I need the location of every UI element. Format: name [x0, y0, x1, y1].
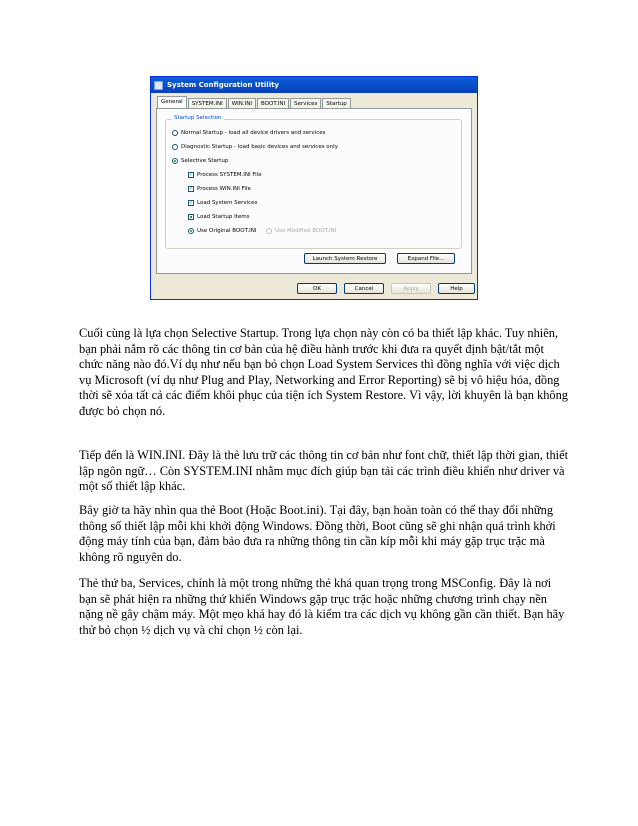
- paragraph-win-ini: Tiếp đến là WIN.INI. Đây là thẻ lưu trữ các thông tin cơ bản như font chữ, thiết lập thời gian, thiết lập ngôn ngữ… Còn SYSTEM.INI nhằm mục đích giúp bạn tải các trình điều khiển như driver và một số thiết lập khác.: [79, 448, 569, 493]
- tab-startup[interactable]: Startup: [322, 98, 350, 109]
- general-tab-panel: [156, 108, 472, 274]
- option-label: Diagnostic Startup - load basic devices and services only: [181, 144, 338, 150]
- app-icon: [154, 81, 163, 90]
- help-button[interactable]: Help: [438, 283, 475, 294]
- radio-selected-icon: [172, 158, 178, 164]
- group-label: Startup Selection: [174, 115, 222, 121]
- dialog-titlebar: [151, 77, 477, 93]
- checkbox-label: Process WIN.INI File: [197, 186, 251, 192]
- option-label: Normal Startup - load all device drivers and services: [181, 130, 326, 136]
- option-label: Selective Startup: [181, 158, 229, 164]
- diagnostic-startup-option[interactable]: [172, 144, 338, 150]
- tab-general[interactable]: General: [157, 96, 187, 109]
- checkbox-label: Load System Services: [197, 200, 258, 206]
- tab-system-ini[interactable]: SYSTEM.INI: [188, 98, 227, 109]
- option-label: Use Original BOOT.INI: [197, 228, 257, 234]
- normal-startup-option[interactable]: [172, 130, 326, 136]
- dialog-title: System Configuration Utility: [167, 81, 279, 89]
- partial-check-icon: [188, 214, 194, 220]
- checkmark-icon: ✓: [189, 200, 194, 206]
- use-original-boot-ini-option[interactable]: [188, 228, 256, 234]
- option-label: Use Modified BOOT.INI: [275, 228, 337, 234]
- radio-icon: [172, 130, 178, 136]
- paragraph-boot: Bây giờ ta hãy nhìn qua thẻ Boot (Hoặc Boot.ini). Tại đây, bạn hoàn toàn có thể thay đổi những thông số thiết lập mỗi khi khởi động Windows. Đồng thời, Boot cũng sẽ ghi nhận quá trình khởi động máy tính của bạn, đảm bảo đưa ra những thông tin cần kíp mỗi khi máy gặp trục trặc mà không rõ nguyên do.: [79, 503, 556, 564]
- startup-selection-group: [165, 115, 462, 249]
- checkmark-icon: ✓: [189, 172, 194, 178]
- radio-icon: [172, 144, 178, 150]
- tab-win-ini[interactable]: WIN.INI: [228, 98, 256, 109]
- launch-system-restore-button[interactable]: Launch System Restore: [304, 253, 386, 264]
- checkbox-label: Load Startup Items: [197, 214, 250, 220]
- selective-startup-option[interactable]: [172, 158, 228, 164]
- tab-boot-ini[interactable]: BOOT.INI: [257, 98, 289, 109]
- paragraph-services: Thẻ thứ ba, Services, chính là một trong những thẻ khá quan trọng trong MSConfig. Đây là nơi bạn sẽ phát hiện ra những thứ khiến Windows gặp trục trặc hoặc những chương trình chạy nền nặng nề gây chậm máy. Một mẹo khá hay đó là kiểm tra các dịch vụ không gần cần thiết. Bạn hãy thử bỏ chọn ½ dịch vụ và chỉ chọn ½ còn lại.: [79, 576, 565, 637]
- process-system-ini-checkbox[interactable]: [188, 172, 262, 178]
- process-win-ini-checkbox[interactable]: [188, 186, 251, 192]
- load-system-services-checkbox[interactable]: [188, 200, 257, 206]
- apply-button[interactable]: Apply: [391, 283, 431, 294]
- cancel-button[interactable]: Cancel: [344, 283, 384, 294]
- ok-button[interactable]: OK: [297, 283, 337, 294]
- checkmark-icon: ✓: [189, 186, 194, 192]
- tab-services[interactable]: Services: [290, 98, 321, 109]
- paragraph-selective-startup: Cuối cùng là lựa chọn Selective Startup. Trong lựa chọn này còn có ba thiết lập khác. Tuy nhiên, bạn phải nắm rõ các thông tin cơ bản của hệ điều hành trước khi đưa ra quyết định bật/tắt một chức năng nào đó.Ví dụ như nếu bạn bỏ chọn Load System Services thì đồng nghĩa với việc dịch vụ Microsoft (ví dụ như Plug and Play, Networking and Error Reporting) sẽ bị vô hiệu hóa, đồng thời sẽ xóa tất cả các điểm khôi phục của tiện ích System Restore. Vì vậy, lời khuyên là bạn không được bỏ chọn nó.: [79, 326, 568, 418]
- use-modified-boot-ini-option[interactable]: [266, 228, 336, 234]
- expand-file-button[interactable]: Expand File...: [397, 253, 455, 264]
- radio-icon: [266, 228, 272, 234]
- system-configuration-dialog: [150, 76, 478, 300]
- radio-selected-icon: [188, 228, 194, 234]
- load-startup-items-checkbox[interactable]: [188, 214, 250, 220]
- checkbox-label: Process SYSTEM.INI File: [197, 172, 262, 178]
